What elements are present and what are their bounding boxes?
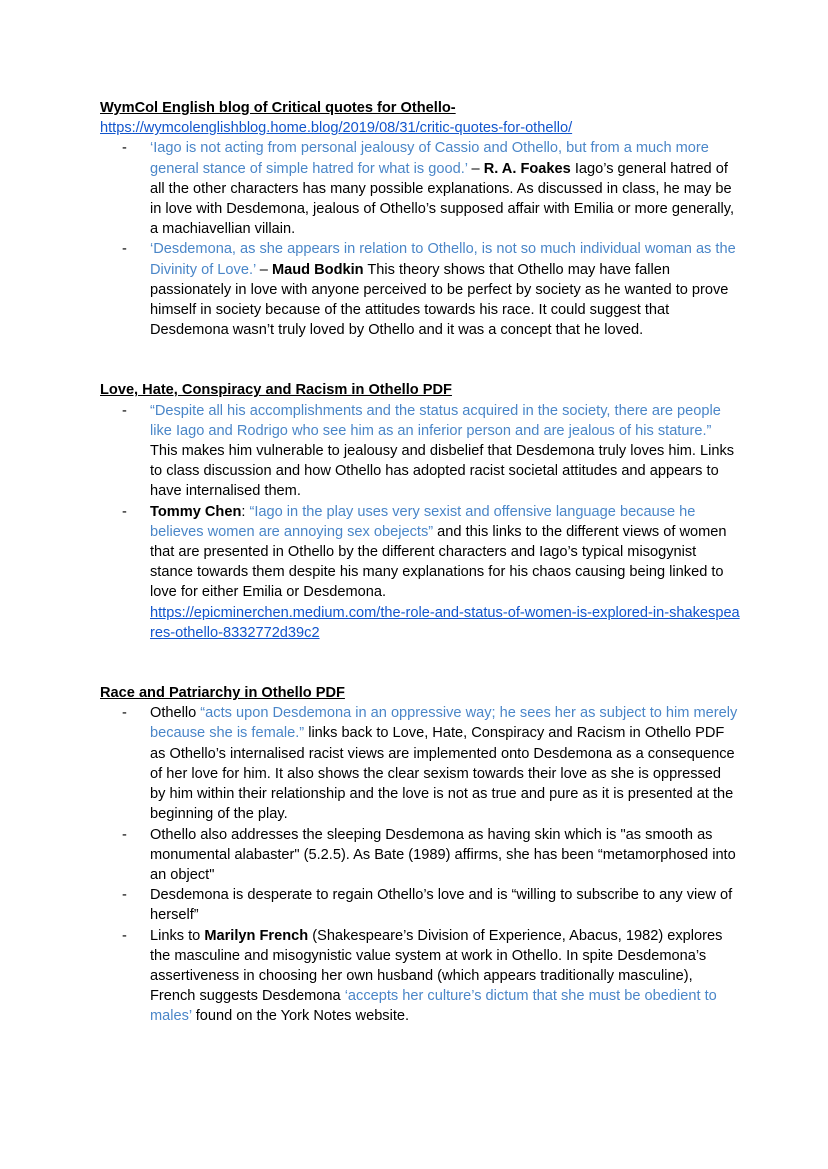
section-love-hate-pdf [100, 380, 740, 643]
bullet-list [100, 703, 740, 1026]
body-text: Othello also addresses the sleeping Desdemona as having skin which is "as smooth as monumental alabaster" (5.2.5). As Bate (1989) affirms, she has been “metamorphosed into an object" [150, 826, 736, 883]
document-page [100, 98, 740, 1027]
section-heading: Love, Hate, Conspiracy and Racism in Othello PDF [100, 382, 452, 399]
body-text: links back to Love, Hate, Conspiracy and Racism in Othello PDF as Othello’s internalised racist views are implemented onto Desdemona as a consequence of her love for him. It also shows the clear sexism towards their love as she is oppressed by him within their relationship and the love is not as true and pure as it is presented at the beginning of the play. [150, 725, 735, 823]
section-heading: WymCol English blog of Critical quotes for Othello- [100, 100, 456, 116]
body-text: Iago’s general hatred of all the other characters has many possible explanations. As discussed in class, he may be in love with Desdemona, jealous of Othello’s supposed affair with Emilia or more generally, a machiavellian villain. [150, 160, 735, 238]
quote-text: ‘Desdemona, as she appears in relation to Othello, is not so much individual woman as the Divinity of Love.’ [150, 241, 736, 278]
critic-name: Tommy Chen [150, 503, 242, 520]
quote-text: ‘Iago is not acting from personal jealousy of Cassio and Othello, but from a much more general stance of simple hatred for what is good.’ [150, 140, 709, 177]
bullet-marker: - [122, 927, 127, 944]
list-item [100, 401, 740, 502]
colon-separator: : [241, 503, 250, 520]
blog-link[interactable]: https://wymcolenglishblog.home.blog/2019/08/31/critic-quotes-for-othello/ [100, 120, 573, 137]
quote-text: ‘accepts her culture’s dictum that she must be obedient to males’ [150, 988, 717, 1025]
list-item [100, 885, 740, 925]
list-item [100, 926, 740, 1027]
critic-name: Maud Bodkin [271, 261, 364, 278]
section-wymcol-blog [100, 98, 740, 340]
dash-separator: – [467, 160, 484, 177]
body-text: This makes him vulnerable to jealousy and disbelief that Desdemona truly loves him. Links to class discussion and how Othello has adopted racist societal attitudes and appears to have internalised them. [150, 443, 735, 500]
list-item [100, 239, 740, 340]
body-text: Desdemona is desperate to regain Othello’s love and is “willing to subscribe to any view of herself” [150, 887, 733, 924]
body-text: This theory shows that Othello may have fallen passionately in love with anyone perceived to be perfect by society as he wanted to prove himself in society because of the attitudes towards his race. It could suggest that Desdemona wasn’t truly loved by Othello and it was a concept that he loved. [150, 261, 729, 339]
list-item [100, 825, 740, 886]
lead-text: Othello [150, 705, 201, 722]
bullet-marker: - [122, 826, 127, 843]
quote-text: “Despite all his accomplishments and the status acquired in the society, there are people like Iago and Rodrigo who see him as an inferior person and are jealous of his stature.” [150, 402, 721, 439]
body-text: (Shakespeare’s Division of Experience, Abacus, 1982) explores the masculine and misogynistic value system at work in Othello. In spite Desdemona’s assertiveness in choosing her own husband (which appears traditionally masculine), French suggests Desdemona [150, 927, 723, 1005]
bullet-marker: - [122, 705, 127, 722]
quote-text: “Iago in the play uses very sexist and offensive language because he believes women are annoying sex obejects” [150, 503, 696, 540]
body-text: found on the York Notes website. [191, 1008, 410, 1025]
body-text: and this links to the different views of women that are presented in Othello by the different characters and Iago’s typical misogynist stance towards them despite his many explanations for his chaos causing being linked to love for either Emilia or Desdemona. [150, 523, 727, 601]
bullet-marker: - [122, 140, 127, 157]
bullet-marker: - [122, 241, 127, 258]
bullet-list [100, 401, 740, 643]
section-heading: Race and Patriarchy in Othello PDF [100, 685, 345, 702]
list-item [100, 703, 740, 824]
list-item [100, 502, 740, 643]
dash-separator: – [255, 261, 272, 278]
lead-text: Links to [150, 927, 205, 944]
bullet-marker: - [122, 402, 127, 419]
bullet-marker: - [122, 887, 127, 904]
section-race-patriarchy-pdf [100, 683, 740, 1026]
medium-article-link[interactable]: https://epicminerchen.medium.com/the-role-and-status-of-women-is-explored-in-shakespeares-othello-8332772d39c2 [150, 604, 740, 641]
quote-text: “acts upon Desdemona in an oppressive way; he sees her as subject to him merely because she is female.” [150, 705, 738, 742]
critic-name: Marilyn French [204, 927, 309, 944]
list-item [100, 138, 740, 239]
bullet-list [100, 138, 740, 340]
bullet-marker: - [122, 503, 127, 520]
critic-name: R. A. Foakes [483, 160, 571, 177]
